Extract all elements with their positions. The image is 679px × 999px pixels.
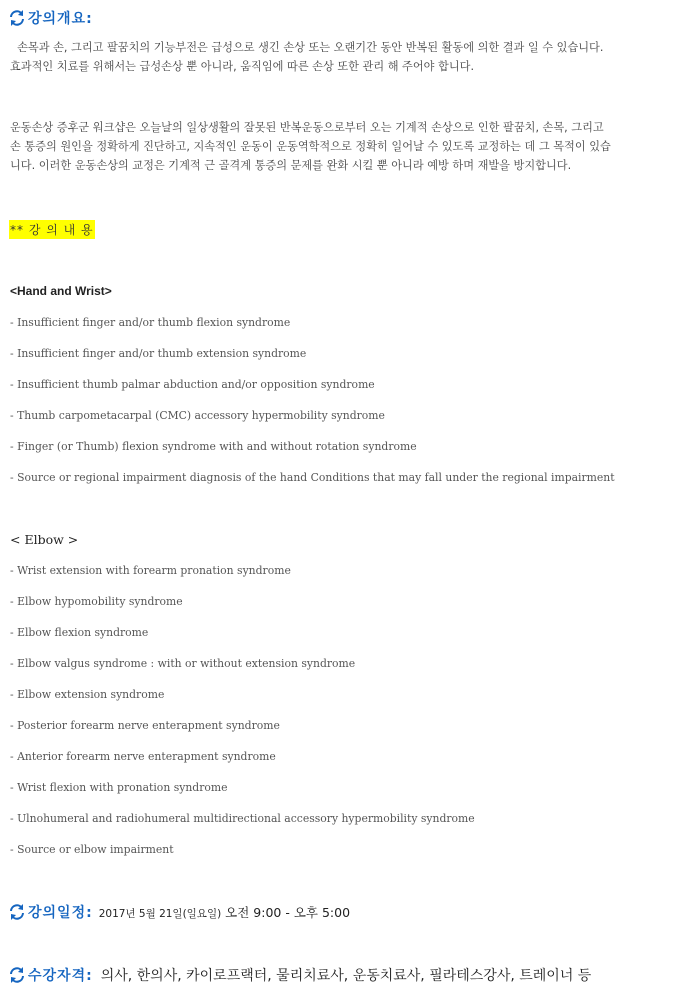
refresh-arrows-icon <box>8 9 26 27</box>
hand-item: - Insufficient finger and/or thumb flexion syndrome <box>10 316 291 329</box>
schedule-time: 오전 9:00 - 오후 5:00 <box>221 905 351 920</box>
overview-p2-line2: 손 통증의 원인을 정확하게 진단하고, 지속적인 운동이 운동역학적으로 정확히 일어날 수 있도록 교정하는 데 그 목적이 있습 <box>10 140 611 153</box>
hand-item: - Thumb carpometacarpal (CMC) accessory hypermobility syndrome <box>10 409 385 422</box>
elbow-item: - Anterior forearm nerve enterapment syndrome <box>10 750 276 763</box>
hand-item: - Insufficient finger and/or thumb extension syndrome <box>10 347 307 360</box>
content-highlight-label: ** 강 의 내 용 <box>9 220 95 239</box>
overview-p2-line3: 니다. 이러한 운동손상의 교정은 기계적 근 골격계 통증의 문제를 완화 시킬 뿐 아니라 예방 하며 재발을 방지합니다. <box>10 159 572 172</box>
qualification-value: 의사, 한의사, 카이로프랙터, 물리치료사, 운동치료사, 필라테스강사, 트레이너 등 <box>100 968 592 984</box>
elbow-item: - Elbow valgus syndrome : with or without extension syndrome <box>10 657 356 670</box>
overview-title: 강의개요: <box>28 11 93 27</box>
elbow-item: - Posterior forearm nerve enterapment syndrome <box>10 719 280 732</box>
schedule-heading <box>0 902 350 922</box>
refresh-arrows-icon <box>8 903 26 921</box>
elbow-item: - Source or elbow impairment <box>10 843 174 856</box>
hand-item: - Insufficient thumb palmar abduction and/or opposition syndrome <box>10 378 375 391</box>
schedule-value <box>99 903 350 921</box>
elbow-item: - Elbow extension syndrome <box>10 688 165 701</box>
overview-p1-line1: 손목과 손, 그리고 팔꿈치의 기능부전은 급성으로 생긴 손상 또는 오랜기간 동안 반복된 활동에 의한 결과 일 수 있습니다. <box>10 41 604 54</box>
refresh-arrows-icon <box>8 966 26 984</box>
elbow-item: - Elbow hypomobility syndrome <box>10 595 183 608</box>
overview-paragraph-1 <box>10 38 670 76</box>
elbow-item: - Elbow flexion syndrome <box>10 626 149 639</box>
elbow-item: - Ulnohumeral and radiohumeral multidirectional accessory hypermobility syndrome <box>10 812 475 825</box>
hand-item: - Finger (or Thumb) flexion syndrome with and without rotation syndrome <box>10 440 417 453</box>
schedule-title: 강의일정: <box>28 905 93 921</box>
elbow-item: - Wrist flexion with pronation syndrome <box>10 781 228 794</box>
overview-p1-line2: 효과적인 치료를 위해서는 급성손상 뿐 아니라, 움직임에 따른 손상 또한 관리 해 주어야 합니다. <box>10 60 475 73</box>
overview-paragraph-2 <box>10 118 670 175</box>
hand-item: - Source or regional impairment diagnosis of the hand Conditions that may fall under the regional impairment <box>10 471 615 484</box>
qualification-title: 수강자격: <box>28 968 93 984</box>
schedule-date: 2017년 5월 21일(일요일) <box>98 908 222 920</box>
qualification-heading <box>0 965 591 985</box>
overview-p2-line1: 운동손상 증후군 워크샵은 오늘날의 일상생활의 잘못된 반복운동으로부터 오는 기계적 손상으로 인한 팔꿈치, 손목, 그리고 <box>10 121 604 134</box>
overview-heading <box>0 8 93 28</box>
hand-wrist-title: <Hand and Wrist> <box>10 284 112 298</box>
elbow-title: < Elbow > <box>10 532 79 547</box>
elbow-item: - Wrist extension with forearm pronation syndrome <box>10 564 291 577</box>
